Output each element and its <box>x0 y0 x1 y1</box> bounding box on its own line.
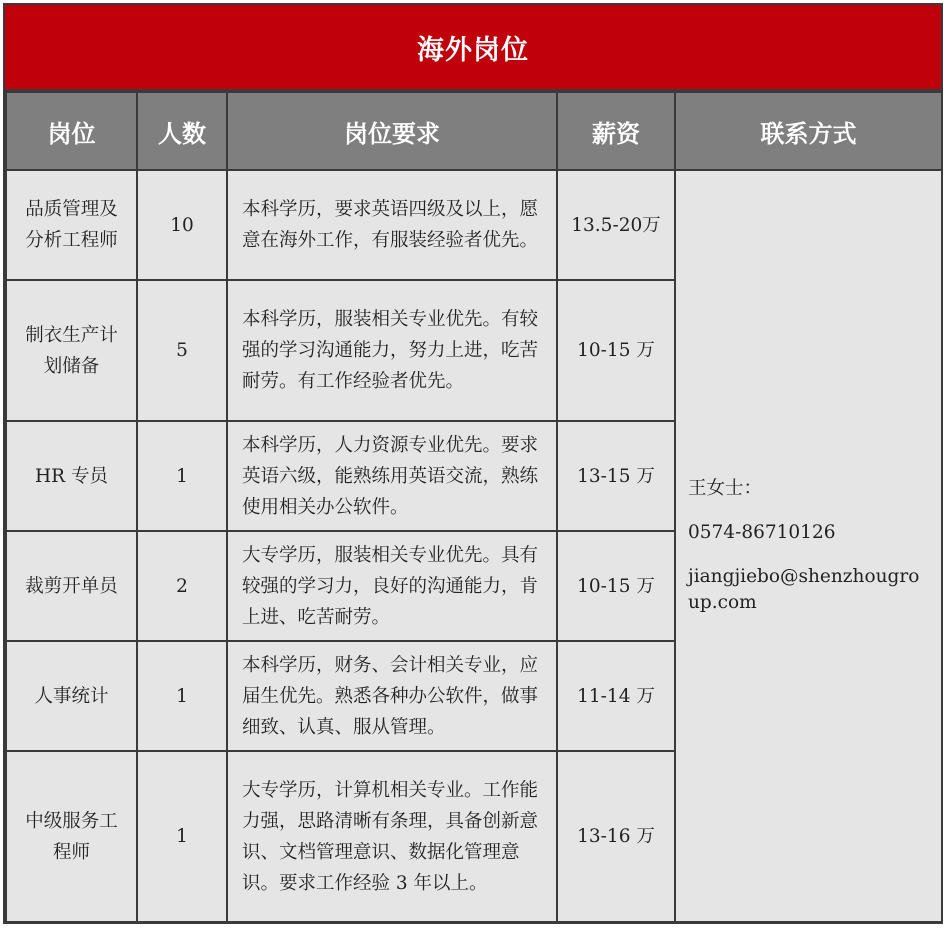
cell-count: 5 <box>137 280 227 421</box>
cell-salary: 11-14 万 <box>557 641 675 751</box>
cell-salary: 13-15 万 <box>557 421 675 531</box>
cell-position: 品质管理及分析工程师 <box>6 170 137 280</box>
cell-count: 1 <box>137 421 227 531</box>
header-position: 岗位 <box>6 92 137 170</box>
cell-count: 2 <box>137 531 227 641</box>
cell-count: 1 <box>137 751 227 922</box>
cell-position: HR 专员 <box>6 421 137 531</box>
cell-count: 1 <box>137 641 227 751</box>
contact-name: 王女士： <box>688 478 763 499</box>
cell-position: 制衣生产计划储备 <box>6 280 137 421</box>
cell-salary: 10-15 万 <box>557 531 675 641</box>
cell-salary: 13.5-20万 <box>557 170 675 280</box>
contact-email[interactable]: jiangjiebo@shenzhougroup.com <box>688 566 920 613</box>
cell-salary: 10-15 万 <box>557 280 675 421</box>
cell-requirement: 本科学历，财务、会计相关专业，应届生优先。熟悉各种办公软件，做事细致、认真、服从管理。 <box>227 641 557 751</box>
cell-requirement: 本科学历，要求英语四级及以上，愿意在海外工作，有服装经验者优先。 <box>227 170 557 280</box>
cell-count: 10 <box>137 170 227 280</box>
cell-position: 人事统计 <box>6 641 137 751</box>
jobs-table <box>5 91 943 923</box>
cell-requirement: 本科学历，人力资源专业优先。要求英语六级，能熟练用英语交流，熟练使用相关办公软件。 <box>227 421 557 531</box>
jobs-table-frame <box>3 3 943 924</box>
table-row <box>6 170 942 280</box>
header-contact: 联系方式 <box>675 92 942 170</box>
cell-position: 裁剪开单员 <box>6 531 137 641</box>
cell-requirement: 本科学历，服装相关专业优先。有较强的学习沟通能力，努力上进，吃苦耐劳。有工作经验者优先。 <box>227 280 557 421</box>
contact-cell <box>675 170 942 922</box>
cell-requirement: 大专学历，计算机相关专业。工作能力强，思路清晰有条理，具备创新意识、文档管理意识、数据化管理意识。要求工作经验 3 年以上。 <box>227 751 557 922</box>
contact-phone: 0574-86710126 <box>688 522 836 543</box>
cell-position: 中级服务工程师 <box>6 751 137 922</box>
table-title: 海外岗位 <box>5 5 941 89</box>
header-row <box>6 92 942 170</box>
cell-salary: 13-16 万 <box>557 751 675 922</box>
cell-requirement: 大专学历，服装相关专业优先。具有较强的学习力，良好的沟通能力，肯上进、吃苦耐劳。 <box>227 531 557 641</box>
header-count: 人数 <box>137 92 227 170</box>
header-salary: 薪资 <box>557 92 675 170</box>
header-requirement: 岗位要求 <box>227 92 557 170</box>
